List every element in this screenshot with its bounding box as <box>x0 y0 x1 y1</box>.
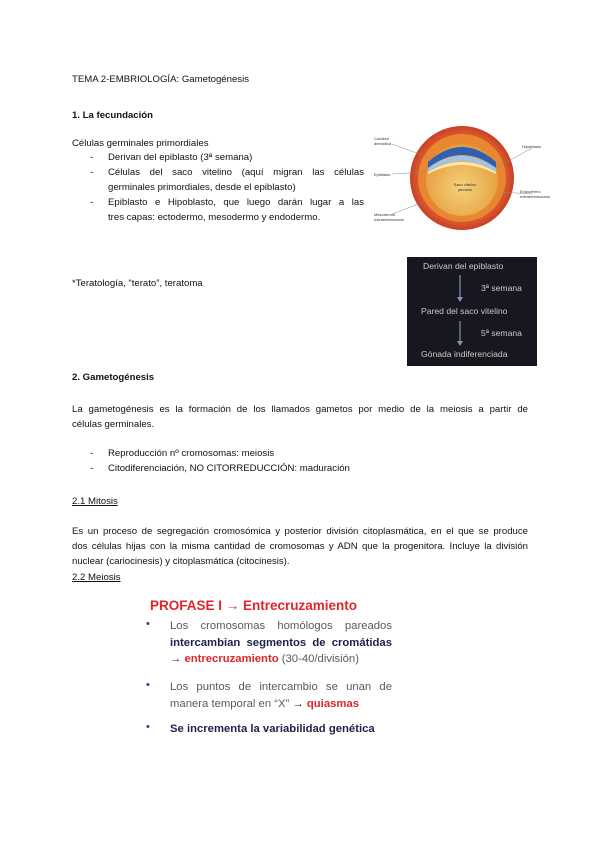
diagram-text-saco-vitelino: Pared del saco vitelino <box>421 306 508 316</box>
label-saco-vitelino: Saco vitelino primario <box>453 182 477 192</box>
keyword-entrecruzamiento: entrecruzamiento <box>184 653 279 665</box>
paragraph-mitosis-line2: dos células hijas con la misma cantidad de cromosomas y ADN que la progenitora. Incluye la división <box>72 541 528 552</box>
dark-diagram <box>407 257 537 366</box>
list-item-continuation: tres capas: ectodermo, mesodermo y endodermo. <box>108 212 321 223</box>
label-hipoblasto: Hipoblasto <box>522 144 541 149</box>
list-dash: - <box>90 167 94 178</box>
division-rate: (30-40/división) <box>281 653 359 665</box>
section-heading-fecundacion: 1. La fecundación <box>72 110 154 121</box>
slide-bullet-1 <box>146 618 402 668</box>
list-item: Células del saco vitelino (aquí migran las células <box>108 167 364 178</box>
list-dash: - <box>90 152 94 163</box>
arrow-symbol: → <box>292 697 304 710</box>
bullet-dot: • <box>146 679 150 691</box>
slide-bullet-3-text: Se incrementa la variabilidad genética <box>170 723 375 735</box>
paragraph-mitosis-line3: nuclear (cariocinesis) y citoplasmática (citocinesis). <box>72 556 290 567</box>
list-item: Derivan del epiblasto (3ª semana) <box>108 152 253 163</box>
section-heading-gametogenesis: 2. Gametogénesis <box>72 372 155 383</box>
diagram-text-epiblasto: Derivan del epiblasto <box>423 261 504 271</box>
subsection-heading-meiosis: 2.2 Meiosis <box>72 572 121 583</box>
list-item: Citodiferenciación, NO CITORREDUCCIÓN: maduración <box>108 463 350 474</box>
slide-bullet-3 <box>146 721 402 738</box>
label-mesodermo: Mesodermo extraembrionario <box>374 212 405 222</box>
list-dash: - <box>90 448 94 459</box>
bullet-dot: • <box>146 721 150 733</box>
diagram-text-gonada: Gónada indiferenciada <box>421 349 508 359</box>
slide-bullet-1-line1: Los cromosomas homólogos pareados <box>170 620 392 632</box>
list-item: Epiblasto e Hipoblasto, que luego darán lugar a las <box>108 197 364 208</box>
list-item-continuation: germinales primordiales, desde el epiblasto) <box>108 182 296 193</box>
label-endodermo: Endodermo extraembrionario <box>520 189 551 199</box>
slide-bullet-2 <box>146 679 402 712</box>
subheading-celulas-germinales: Células germinales primordiales <box>72 138 209 149</box>
paragraph-gametogenesis-line1: La gametogénesis es la formación de los llamados gametos por medio de la meiosis a partir de <box>72 404 528 415</box>
slide-bullet-2-line2 <box>170 696 402 713</box>
document-title: TEMA 2-EMBRIOLOGÍA: Gametogénesis <box>72 74 250 85</box>
embryo-illustration <box>372 122 552 232</box>
subsection-heading-mitosis: 2.1 Mitosis <box>72 496 118 507</box>
diagram-text-3-semana: 3ª semana <box>481 283 522 293</box>
slide-bullet-2-text: manera temporal en “X” <box>170 697 290 710</box>
list-dash: - <box>90 197 94 208</box>
list-dash: - <box>90 463 94 474</box>
arrow-symbol: → <box>170 653 182 665</box>
profase-slide <box>142 592 402 744</box>
label-epiblasto: Epiblasto <box>374 172 391 177</box>
diagram-text-5-semana: 5ª semana <box>481 328 522 338</box>
keyword-quiasmas: quiasmas <box>306 697 359 710</box>
paragraph-gametogenesis-line2: células germinales. <box>72 419 155 430</box>
slide-bullet-1-line2: intercambian segmentos de cromátidas <box>170 636 392 649</box>
paragraph-mitosis-line1: Es un proceso de segregación cromosómica y posterior división citoplasmática, en el que se produce <box>72 526 528 537</box>
slide-bullet-1-line3 <box>170 651 402 668</box>
list-item: Reproducción nº cromosomas: meiosis <box>108 448 275 459</box>
bullet-dot: • <box>146 618 150 630</box>
note-teratologia: *Teratología, “terato”, teratoma <box>72 278 203 289</box>
label-cavidad-amniotica: Cavidad amniótica <box>374 136 392 146</box>
slide-bullet-2-line1: Los puntos de intercambio se unan de <box>170 681 392 693</box>
slide-title: PROFASE I → Entrecruzamiento <box>150 598 358 613</box>
